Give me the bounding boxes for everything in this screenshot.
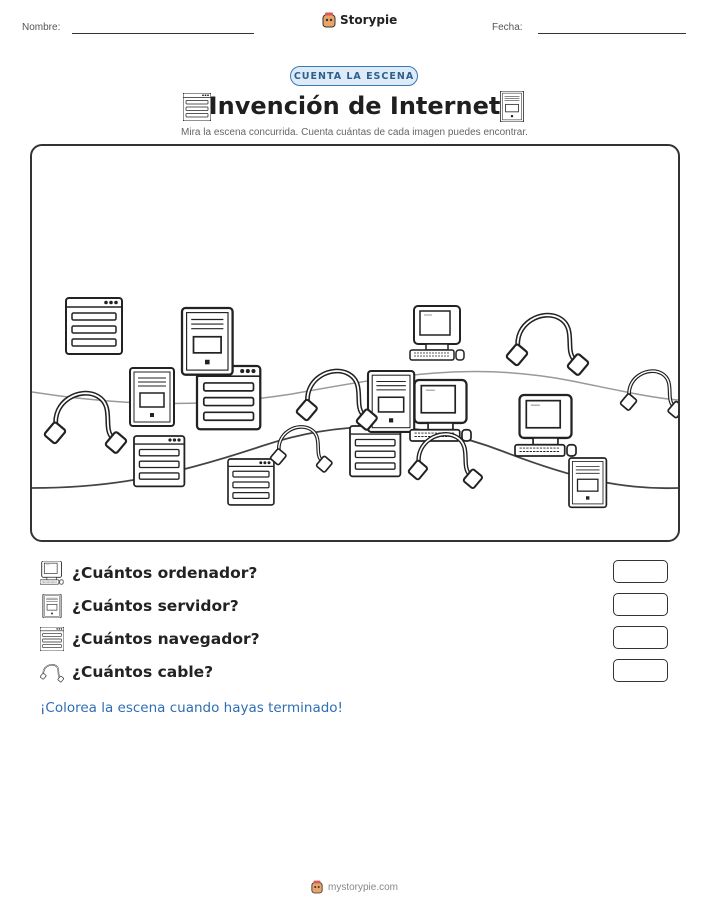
scene-cable <box>506 315 589 376</box>
question-browser <box>40 627 260 651</box>
question-text: ¿Cuántos ordenador? <box>72 564 258 582</box>
server-icon <box>40 594 64 618</box>
scene-cable <box>620 371 678 418</box>
activity-badge: CUENTA LA ESCENA <box>290 66 418 86</box>
scene-cable <box>270 427 333 473</box>
question-cable <box>40 660 213 684</box>
question-server <box>40 594 239 618</box>
scene-cable <box>296 371 378 431</box>
scene-server <box>569 458 606 507</box>
instructions: Mira la escena concurrida. Cuenta cuántas de cada imagen puedes encontrar. <box>181 127 528 138</box>
question-computer <box>40 561 257 585</box>
page-title: Invención de Internet <box>208 92 501 120</box>
scene-computer <box>515 395 576 456</box>
brand-logo <box>322 12 397 28</box>
brand-name: Storypie <box>340 13 398 27</box>
coloring-note: ¡Colorea la escena cuando hayas terminado! <box>40 700 343 716</box>
cable-icon <box>40 660 64 684</box>
footer <box>0 880 709 894</box>
footer-url[interactable]: mystorypie.com <box>327 881 398 893</box>
name-line[interactable] <box>72 33 254 34</box>
scene-server <box>130 368 174 426</box>
question-text: ¿Cuántos servidor? <box>72 597 239 615</box>
name-label: Nombre: <box>22 22 61 33</box>
date-label: Fecha: <box>492 22 523 33</box>
scene-server <box>182 308 233 375</box>
date-line[interactable] <box>538 33 686 34</box>
answer-box-browser[interactable] <box>613 626 668 649</box>
server-icon <box>500 91 524 122</box>
scene-browser <box>134 436 184 486</box>
scene-browser <box>66 298 122 354</box>
computer-icon <box>40 561 64 585</box>
scene-computer <box>410 380 471 441</box>
answer-box-computer[interactable] <box>613 560 668 583</box>
storypie-logo-icon <box>322 12 336 28</box>
storypie-logo-icon <box>311 880 323 894</box>
scene-computer <box>410 306 464 360</box>
scene-cable <box>44 393 127 454</box>
answer-box-server[interactable] <box>613 593 668 616</box>
scene-illustration <box>32 146 678 540</box>
question-text: ¿Cuántos navegador? <box>72 630 260 648</box>
answer-box-cable[interactable] <box>613 659 668 682</box>
scene-browser <box>228 459 274 505</box>
scene-panel[interactable] <box>30 144 680 542</box>
question-text: ¿Cuántos cable? <box>72 663 214 681</box>
scene-browser <box>350 426 400 476</box>
browser-icon <box>40 627 64 651</box>
scene-cable <box>408 434 483 489</box>
